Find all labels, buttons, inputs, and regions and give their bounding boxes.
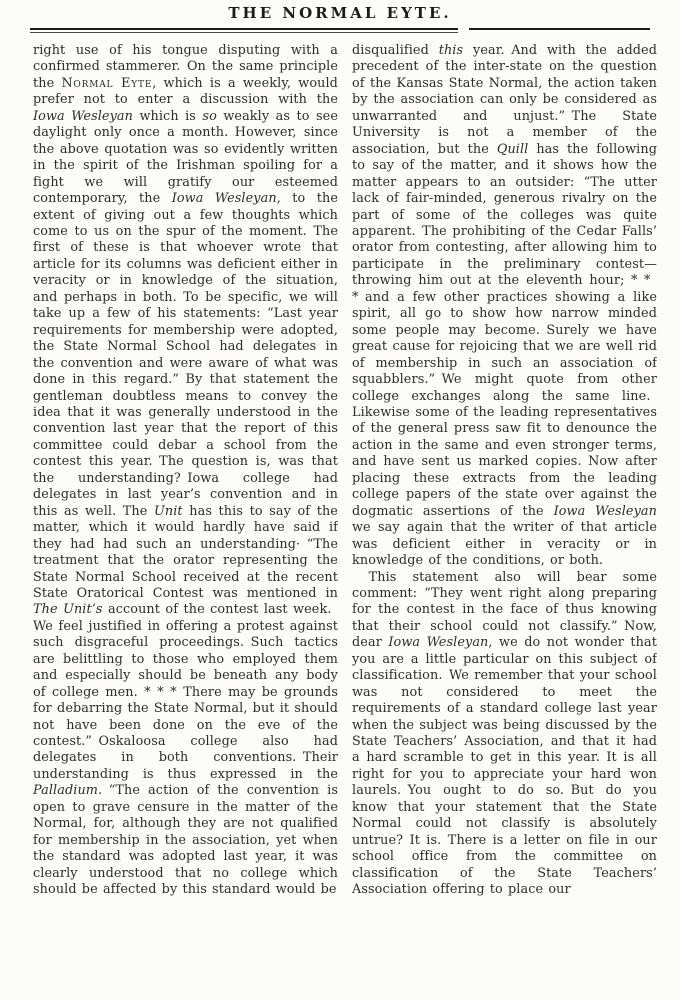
paragraph [352, 43, 657, 570]
left-column [33, 43, 338, 935]
italic-text: Quill [496, 141, 529, 157]
body-text: , which is a weekly, would prefer not to enter a discussion with the [33, 75, 338, 108]
italic-text: this [438, 43, 464, 58]
paragraph [33, 43, 338, 899]
italic-text: Iowa Wesleyan [171, 191, 277, 207]
body-text: This statement also will bear some comment: “They went right along preparing for the contest in the face of thus knowing that their school could not classify.” Now, dear [352, 569, 657, 651]
body-text: has the following to say of the matter, and it shows how the matter appears to an outsider: “The utter lack of fair-minded, generous rivalry on the part of some of the colleges was quite apparent. The prohibiting of the Cedar Falls’ orator from contesting, after allowing him to participate in the preliminary contest— throwing him out at the eleventh hour; * * * and a few other practices showing a like spirit, all go to show how narrow minded some people may become. Surely we have great cause for rejoicing that we are well rid of membership in such an association of squabblers.” We might quote from other college exchanges along the same line. Likewise some of the leading representatives of the general press saw fit to denounce the action in the same and even stronger terms, and have sent us marked copies. Now after placing these extracts from the leading college papers of the state over against the dogmatic assertions of the [352, 141, 657, 519]
paragraph [352, 570, 657, 899]
italic-text: Iowa Wesleyan [33, 108, 134, 124]
masthead-rule-right-segment [469, 28, 650, 30]
body-text: , to the extent of giving out a few thoughts which come to us on the spur of the moment. The first of these is that whoever wrote that article for its columns was deficient either in veracity or in knowledge of the situation, and perhaps in both. To be specific, we will take up a few of his statements: “Last year requirements for membership were adopted, the State Normal School had delegates in the convention and were aware of what was done in this regard.” By that statement the gentleman doubtless means to convey the idea that it was generally understood in the convention last year that the report of this committee could debar a school from the contest this year. The question is, was that the understanding? Iowa college had delegates in last year’s convention and in this as well. The [33, 191, 338, 519]
masthead-rule-left-segment [30, 28, 458, 33]
body-text: year. And with the added precedent of the inter-state on the question of the Kansas State Normal, the action taken by the association can only be considered as unwarranted and unjust.” The State University is not a member of the association, but the [352, 43, 657, 157]
italic-text: Unit [154, 503, 183, 519]
page-title: THE NORMAL EYTE. [228, 4, 452, 22]
body-text: right use of his tongue disputing with a confirmed stammerer. On the same principle the [33, 43, 338, 91]
italic-text: Iowa Wesleyan [388, 635, 489, 651]
body-text: disqualified [352, 43, 439, 58]
right-column [352, 43, 657, 935]
body-text: account of the contest last week. We feel justified in offering a protest against such disgraceful proceedings. Such tactics are belittling to those who employed them and especially should be beneath any body of college men. * * * There may be grounds for debarring the State Normal, but it should not have been done on the eve of the contest.” Oskaloosa college also had delegates in both conventions. Their understanding is thus expressed in the [33, 602, 338, 782]
body-text: . “The action of the convention is open to grave censure in the matter of the Normal, for, although they are not qualified for membership in the association, yet when the standard was adopted last year, it was clearly understood that no college which should be affected by this standard would be [33, 783, 338, 898]
body-text: , we do not wonder that you are a little particular on this subject of classification. We remember that your school was not considered to meet the requirements of a standard college last year when the subject was being discussed by the State Teachers’ Association, and that it had a hard scramble to get in this year. It is all right for you to appreciate your hard won laurels. You ought to do so. But do you know that your statement that the State Normal could not classify is absolutely untrue? It is. There is a letter on file in our school office from the committee on classification of the State Teachers’ Association offering to place our [352, 635, 657, 898]
body-text: weakly as to see daylight only once a month. However, since the above quotation was so evidently written in the spirit of the Irishman spoiling for a fight we will gratify our esteemed contemporary, the [33, 108, 338, 207]
italic-text: Iowa Wesleyan [553, 503, 657, 519]
body-text: we say again that the writer of that article was deficient either in veracity or in knowledge of the conditions, or both. [352, 520, 657, 569]
italic-text: Palladium [33, 783, 99, 799]
italic-text: so [202, 108, 217, 124]
body-text: has this to say of the matter, which it would hardly have said if they had had such an understanding· “The treatment that the orator representing the State Normal School received at the recent State Oratorical Contest was mentioned in [33, 503, 338, 601]
smallcaps-text: Normal Eyte [61, 75, 153, 91]
body-text: which is [133, 108, 203, 124]
italic-text: The Unit’s [33, 602, 103, 618]
article-body [0, 33, 680, 935]
